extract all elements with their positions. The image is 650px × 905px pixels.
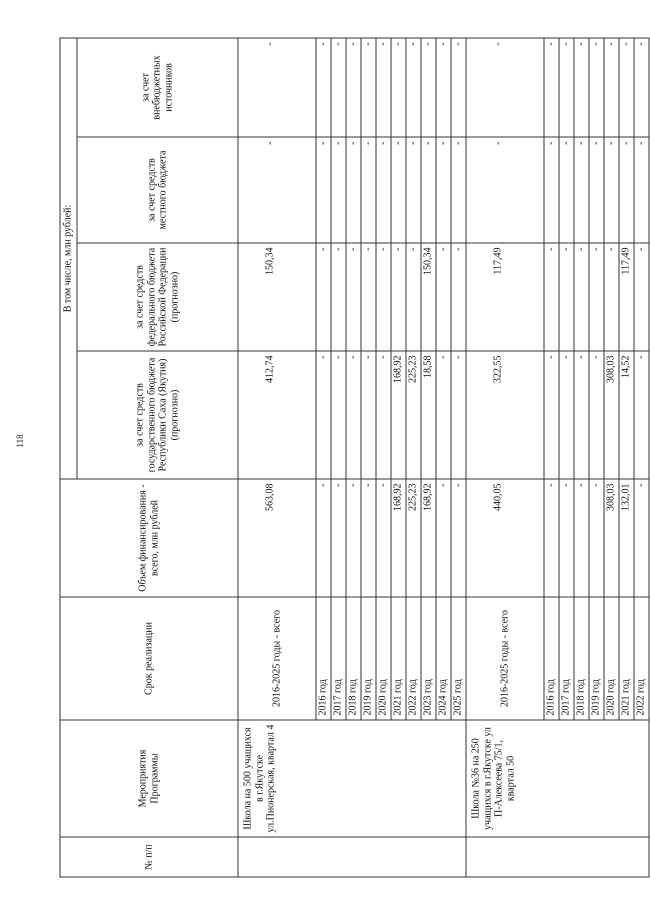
cell-republic-budget: 322,55 [466, 351, 544, 479]
cell-federal-budget: - [316, 243, 331, 351]
cell-year: 2020 год [376, 597, 391, 720]
cell-total: - [544, 479, 559, 597]
cell-republic-budget: - [346, 351, 361, 479]
cell-local-budget: - [376, 137, 391, 243]
cell-federal-budget: - [574, 243, 589, 351]
period-total: 2016-2025 годы - всего [238, 597, 316, 720]
cell-federal-budget: 117,49 [466, 243, 544, 351]
cell-year: 2023 год [421, 597, 436, 720]
cell-total: 308,03 [604, 479, 619, 597]
cell-republic-budget: - [361, 351, 376, 479]
cell-local-budget: - [559, 137, 574, 243]
cell-republic-budget: 14,52 [619, 351, 634, 479]
cell-num [466, 837, 649, 877]
cell-local-budget: - [316, 137, 331, 243]
cell-year: 2017 год [559, 597, 574, 720]
cell-year: 2019 год [589, 597, 604, 720]
cell-total: - [559, 479, 574, 597]
cell-republic-budget: - [574, 351, 589, 479]
cell-year: 2016 год [316, 597, 331, 720]
cell-federal-budget: - [376, 243, 391, 351]
cell-total: - [574, 479, 589, 597]
cell-total: 563,08 [238, 479, 316, 597]
cell-federal-budget: - [406, 243, 421, 351]
cell-republic-budget: - [436, 351, 451, 479]
cell-federal-budget: 150,34 [238, 243, 316, 351]
cell-local-budget: - [361, 137, 376, 243]
cell-total: - [361, 479, 376, 597]
cell-republic-budget: 225,23 [406, 351, 421, 479]
cell-local-budget: - [346, 137, 361, 243]
cell-total: - [316, 479, 331, 597]
cell-extrabudget: - [574, 38, 589, 137]
cell-republic-budget: 308,03 [604, 351, 619, 479]
cell-federal-budget: - [331, 243, 346, 351]
header-republic-budget: за счет средств государственного бюджета Республики Саха (Якутия) (прогнозно) [77, 351, 238, 479]
cell-year: 2017 год [331, 597, 346, 720]
header-federal-budget: за счет средств федерального бюджета Российской Федерации (прогнозно) [77, 243, 238, 351]
cell-local-budget: - [466, 137, 544, 243]
header-num: № п/п [60, 837, 238, 877]
event-name: Школа на 500 учащихся в г.Якутске ул.Пионерская, квартал 4 [238, 720, 466, 837]
cell-local-budget: - [436, 137, 451, 243]
cell-total: - [331, 479, 346, 597]
cell-year: 2020 год [604, 597, 619, 720]
cell-year: 2018 год [346, 597, 361, 720]
cell-republic-budget: - [316, 351, 331, 479]
block-total-row [466, 38, 544, 877]
block-total-row [238, 38, 316, 877]
cell-republic-budget: 412,74 [238, 351, 316, 479]
cell-republic-budget: - [544, 351, 559, 479]
cell-federal-budget: - [361, 243, 376, 351]
cell-local-budget: - [544, 137, 559, 243]
cell-extrabudget: - [376, 38, 391, 137]
cell-extrabudget: - [361, 38, 376, 137]
cell-total: 168,92 [391, 479, 406, 597]
cell-federal-budget: - [451, 243, 466, 351]
cell-local-budget: - [589, 137, 604, 243]
cell-total: - [589, 479, 604, 597]
cell-republic-budget: 18,58 [421, 351, 436, 479]
cell-extrabudget: - [604, 38, 619, 137]
cell-local-budget: - [391, 137, 406, 243]
financing-table [60, 37, 650, 877]
cell-republic-budget: - [451, 351, 466, 479]
cell-extrabudget: - [316, 38, 331, 137]
cell-republic-budget: - [634, 351, 649, 479]
cell-extrabudget: - [436, 38, 451, 137]
cell-extrabudget: - [619, 38, 634, 137]
cell-year: 2024 год [436, 597, 451, 720]
cell-federal-budget: - [559, 243, 574, 351]
cell-extrabudget: - [346, 38, 361, 137]
cell-local-budget: - [574, 137, 589, 243]
page-number: 118 [15, 434, 25, 448]
cell-year: 2021 год [619, 597, 634, 720]
cell-federal-budget: - [544, 243, 559, 351]
cell-local-budget: - [331, 137, 346, 243]
cell-federal-budget: - [346, 243, 361, 351]
cell-num [238, 837, 466, 877]
cell-extrabudget: - [406, 38, 421, 137]
cell-total: - [436, 479, 451, 597]
cell-federal-budget: - [436, 243, 451, 351]
cell-year: 2016 год [544, 597, 559, 720]
cell-total: - [346, 479, 361, 597]
cell-extrabudget: - [238, 38, 316, 137]
header-extrabudget: за счет внебюджетных источников [77, 38, 238, 137]
cell-total: 132,01 [619, 479, 634, 597]
cell-total: - [634, 479, 649, 597]
cell-year: 2022 год [406, 597, 421, 720]
table-body [238, 38, 649, 877]
cell-local-budget: - [619, 137, 634, 243]
cell-federal-budget: - [391, 243, 406, 351]
header-event: Мероприятия Программы [60, 720, 238, 837]
cell-federal-budget: 150,34 [421, 243, 436, 351]
header-total: Объем финансирования - всего, млн рублей [60, 479, 238, 597]
cell-federal-budget: - [634, 243, 649, 351]
cell-year: 2021 год [391, 597, 406, 720]
cell-extrabudget: - [559, 38, 574, 137]
cell-year: 2018 год [574, 597, 589, 720]
cell-year: 2025 год [451, 597, 466, 720]
cell-local-budget: - [634, 137, 649, 243]
header-group: В том числе, млн рублей: [60, 38, 77, 479]
cell-total: - [451, 479, 466, 597]
cell-year: 2019 год [361, 597, 376, 720]
cell-republic-budget: - [559, 351, 574, 479]
cell-total: 225,23 [406, 479, 421, 597]
event-name: Школа №36 на 250 учащихся в г.Якутске ул П-Алексеева 75/1, квартал 50 [466, 720, 649, 837]
cell-local-budget: - [604, 137, 619, 243]
rotated-table-container [60, 39, 647, 878]
header-period: Срок реализации [60, 597, 238, 720]
cell-local-budget: - [421, 137, 436, 243]
cell-total: 440,05 [466, 479, 544, 597]
cell-federal-budget: 117,49 [619, 243, 634, 351]
period-total: 2016-2025 годы - всего [466, 597, 544, 720]
cell-extrabudget: - [466, 38, 544, 137]
cell-federal-budget: - [604, 243, 619, 351]
cell-republic-budget: - [589, 351, 604, 479]
header-local-budget: за счет средств местного бюджета [77, 137, 238, 243]
cell-republic-budget: 168,92 [391, 351, 406, 479]
cell-total: - [376, 479, 391, 597]
cell-extrabudget: - [391, 38, 406, 137]
cell-republic-budget: - [376, 351, 391, 479]
cell-extrabudget: - [544, 38, 559, 137]
cell-federal-budget: - [589, 243, 604, 351]
cell-extrabudget: - [421, 38, 436, 137]
cell-local-budget: - [406, 137, 421, 243]
cell-extrabudget: - [634, 38, 649, 137]
cell-extrabudget: - [589, 38, 604, 137]
cell-total: 168,92 [421, 479, 436, 597]
cell-local-budget: - [451, 137, 466, 243]
cell-local-budget: - [238, 137, 316, 243]
cell-year: 2022 год [634, 597, 649, 720]
cell-republic-budget: - [331, 351, 346, 479]
cell-extrabudget: - [451, 38, 466, 137]
cell-extrabudget: - [331, 38, 346, 137]
